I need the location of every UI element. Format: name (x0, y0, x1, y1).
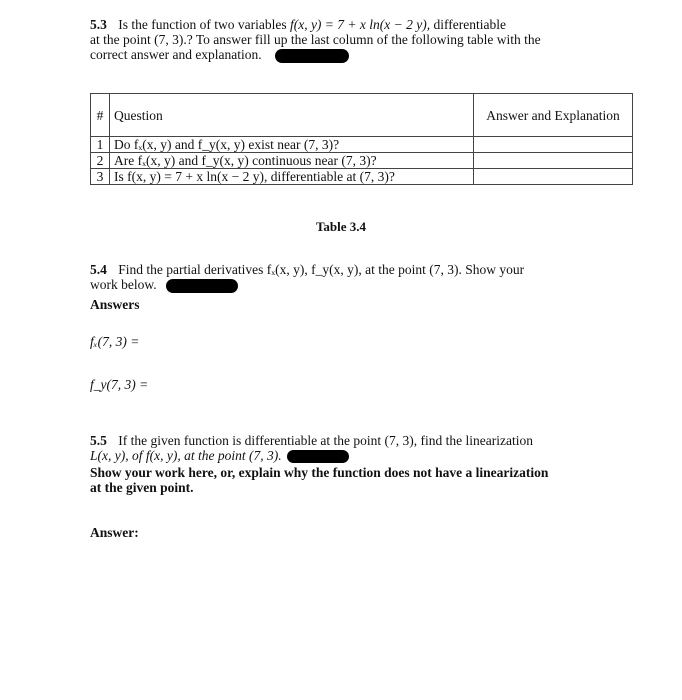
row-number: 3 (91, 169, 110, 185)
q55-number: 5.5 (90, 433, 107, 448)
q53-text-c: at the point (90, 32, 151, 47)
fx-answer-line (90, 334, 590, 349)
redaction-mark (166, 279, 238, 293)
row-number: 2 (91, 153, 110, 169)
header-answer: Answer and Explanation (474, 94, 633, 137)
q54-text-a: Find the partial derivatives fₓ(x, y), f_y(x, y), at the point (7, 3). Show your (118, 262, 525, 277)
q54-number: 5.4 (90, 262, 107, 277)
header-number: # (91, 94, 110, 137)
q55-instruction-1: Show your work here, or, explain why the function does not have a linearization (90, 465, 549, 481)
row-question: Is f(x, y) = 7 + x ln(x − 2 y), differentiable at (7, 3)? (110, 169, 474, 185)
q55-line-2 (90, 448, 590, 463)
q53-function: f(x, y) = 7 + x ln(x − 2 y), (289, 17, 431, 32)
row-number: 1 (91, 137, 110, 153)
table-row (91, 137, 633, 153)
table-header-row (91, 94, 633, 137)
redaction-mark (287, 450, 349, 463)
q54-line-2 (90, 277, 590, 293)
fy-label: f_y(7, 3) = (90, 377, 149, 392)
answers-label: Answers (90, 296, 140, 312)
q55-text-b: L(x, y), of f(x, y), at the point (7, 3). (90, 448, 282, 463)
row-answer-cell[interactable] (474, 169, 633, 185)
table-row (91, 169, 633, 185)
question-table (90, 93, 633, 185)
q54-line-1 (90, 262, 590, 277)
fy-answer-line (90, 377, 590, 392)
row-answer-cell[interactable] (474, 137, 633, 153)
row-question: Are fₓ(x, y) and f_y(x, y) continuous near (7, 3)? (110, 153, 474, 169)
q53-number: 5.3 (90, 17, 107, 32)
q55-instruction-2: at the given point. (90, 480, 194, 496)
q53-line-1 (90, 17, 590, 32)
table-row (91, 153, 633, 169)
question-5-5 (90, 433, 590, 495)
question-5-3 (90, 17, 590, 63)
q53-line-3 (90, 47, 590, 63)
question-5-4 (90, 262, 590, 312)
header-question: Question (110, 94, 474, 137)
q55-text-a: If the given function is differentiable at the point (7, 3), find the linearization (118, 433, 533, 448)
q54-text-b: work below. (90, 277, 157, 292)
q55-line-1 (90, 433, 590, 448)
row-answer-cell[interactable] (474, 153, 633, 169)
q53-point: (7, 3).? (154, 32, 193, 47)
redaction-mark (275, 49, 349, 63)
answer-label: Answer: (90, 525, 139, 540)
q53-line-2 (90, 32, 590, 47)
q53-text-d: To answer fill up the last column of the following table with the (195, 32, 541, 47)
q53-text-e: correct answer and explanation. (90, 47, 262, 62)
row-question: Do fₓ(x, y) and f_y(x, y) exist near (7, 3)? (110, 137, 474, 153)
table-caption: Table 3.4 (315, 219, 367, 234)
fx-label: fₓ(7, 3) = (90, 334, 140, 349)
q53-text-b: differentiable (433, 17, 506, 32)
q53-text-a: Is the function of two variables (118, 17, 287, 32)
